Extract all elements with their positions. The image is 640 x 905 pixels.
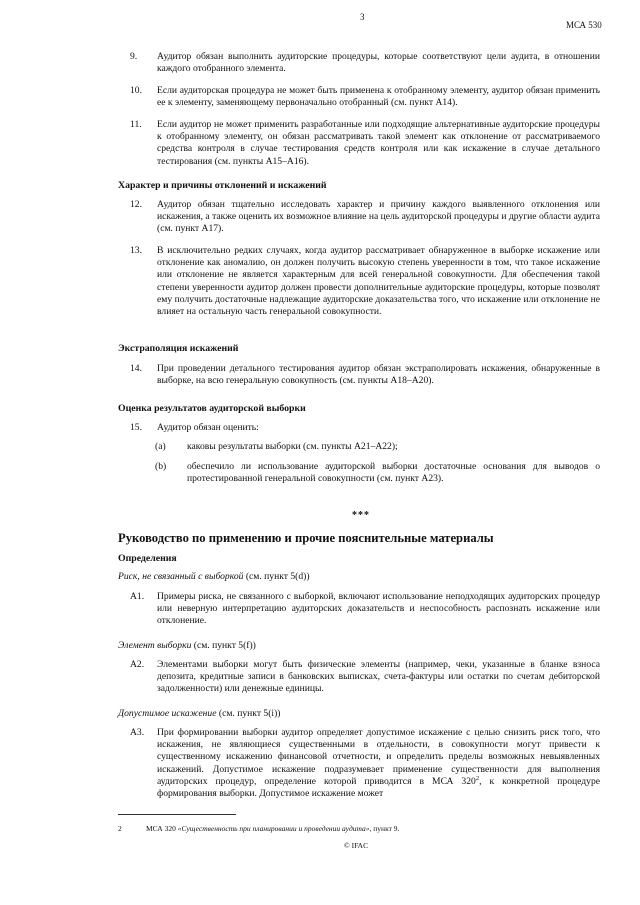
paragraph-number: 14. (130, 363, 142, 374)
footnote-number: 2 (118, 824, 122, 833)
document-code: МСА 530 (566, 20, 602, 30)
definition-term: Элемент выборки (118, 640, 192, 651)
paragraph-text: В исключительно редких случаях, когда аудитор рассматривает обнаруженное в выборке искажение или отклонение как аномалию, он должен получить высокую степень уверенности в том, что такое искажение или отклонение не является характерным для всей генеральной совокупности. Для обеспечения такой степени уверенности аудитор должен провести дополнительные аудиторские процедуры, которые позволят ему получить достаточные надлежащие аудиторские доказательства того, что искажение или отклонение не влияет на остальную часть генеральной совокупности. (157, 245, 600, 318)
paragraph-text: При проведении детального тестирования аудитор обязан экстраполировать искажения, обнаруженные в выборке, на всю генеральную совокупность (см. пункты А18–А20). (157, 363, 600, 387)
paragraph-11 (130, 119, 600, 168)
paragraph-text: Если аудиторская процедура не может быть применена к отобранному элементу, аудитор обязан применить ее к элементу, заменяющему первоначально отобранный (см. пункт А14). (157, 85, 600, 109)
paragraph-15 (130, 422, 600, 434)
paragraph-text-part: При формировании выборки аудитор определяет допустимое искажение с целью снизить риск того, что искажения, не являющиеся существенными в отдельности, в совокупности могут привести к существенному искажению финансовой отчетности, и определить пределы возможных невыявленных искажений. Допустимое искажение подразумевает применение существенности для выполнения аудиторских процедур, определение которой приводится в МСА 320 (157, 727, 600, 787)
footnote-text (146, 823, 399, 835)
definition-term: Допустимое искажение (118, 708, 217, 719)
paragraph-9 (130, 51, 600, 75)
paragraph-number: А1. (130, 591, 145, 602)
footnote-title: «Существенность при планировании и проведении аудита» (177, 824, 370, 833)
paragraph-a2 (130, 659, 600, 696)
subitem-text: обеспечило ли использование аудиторской выборки достаточные основания для выводов о протестированной генеральной совокупности (см. пункт А23). (187, 461, 600, 485)
section-heading-extrapolation: Экстраполяция искажений (118, 343, 239, 354)
definition-reference: (см. пункт 5(d)) (243, 571, 310, 582)
subitem-b (155, 461, 600, 485)
footnote-text-part: , пункт 9. (369, 824, 400, 833)
paragraph-text: Элементами выборки могут быть физические элементы (например, чеки, указанные в бланке взноса депозита, кредитные записи в банковских выписках, счета-фактуры или остатки по счетам дебиторской задолженности) или денежные единицы. (157, 659, 600, 695)
definition-label-sampling-unit (118, 640, 256, 652)
paragraph-number: 10. (130, 85, 142, 96)
paragraph-text: Аудитор обязан оценить: (157, 422, 259, 433)
footnote (118, 823, 399, 835)
paragraph-13 (130, 245, 600, 318)
subitem-number: (b) (155, 461, 167, 472)
paragraph-number: 15. (130, 422, 142, 433)
paragraph-14 (130, 363, 600, 387)
paragraph-number: 13. (130, 245, 142, 256)
section-heading-evaluation: Оценка результатов аудиторской выборки (118, 403, 306, 414)
copyright-footer: © IFAC (344, 841, 369, 850)
subitem-a (155, 441, 600, 453)
paragraph-text-part: , к конкретной процедуре формирования выборки. Допустимое искажение может (157, 775, 600, 800)
paragraph-a1 (130, 591, 600, 628)
paragraph-text (157, 727, 600, 800)
page-number: 3 (360, 12, 365, 22)
paragraph-text: Аудитор обязан тщательно исследовать характер и причину каждого выявленного отклонения или искажения, а также оценить их возможное влияние на цель аудиторской процедуры и другие области аудита (см. пункт А17). (157, 199, 600, 235)
paragraph-number: 9. (130, 51, 138, 62)
footnote-reference[interactable]: 2 (475, 774, 480, 782)
definition-reference: (см. пункт 5(f)) (191, 640, 256, 651)
definition-term: Риск, не связанный с выборкой (118, 571, 244, 582)
definitions-heading: Определения (118, 553, 177, 564)
section-separator-stars: *** (352, 510, 370, 521)
definition-label-tolerable-misstatement (118, 708, 280, 720)
guidance-heading: Руководство по применению и прочие пояснительные материалы (118, 531, 494, 545)
paragraph-12 (130, 199, 600, 236)
paragraph-10 (130, 85, 600, 109)
definition-label-nonsampling-risk (118, 571, 310, 583)
subitem-text: каковы результаты выборки (см. пункты А21–А22); (187, 441, 398, 452)
paragraph-number: 12. (130, 199, 142, 210)
paragraph-number: 11. (130, 119, 142, 130)
paragraph-a3 (130, 727, 600, 800)
paragraph-number: А2. (130, 659, 145, 670)
paragraph-text: Аудитор обязан выполнить аудиторские процедуры, которые соответствуют цели аудита, в отношении каждого отобранного элемента. (157, 51, 600, 75)
paragraph-text: Если аудитор не может применить разработанные или подходящие альтернативные аудиторские процедуры к отобранному элементу, он обязан рассматривать такой элемент как отклонение от рассматриваемого средства контроля в случае тестирования средств контроля или как искажение в случае детального тестирования (см. пункты А15–А16). (157, 119, 600, 167)
paragraph-number: А3. (130, 727, 145, 738)
footnote-divider (118, 814, 236, 815)
section-heading-nature: Характер и причины отклонений и искажений (118, 180, 327, 191)
footnote-text-part: МСА 320 (146, 824, 178, 833)
subitem-number: (a) (155, 441, 166, 452)
paragraph-text: Примеры риска, не связанного с выборкой, включают использование неподходящих аудиторских процедур или неверную интерпретацию аудиторских доказательств и неспособность распознать искажение или отклонение. (157, 591, 600, 627)
definition-reference: (см. пункт 5(i)) (216, 708, 281, 719)
